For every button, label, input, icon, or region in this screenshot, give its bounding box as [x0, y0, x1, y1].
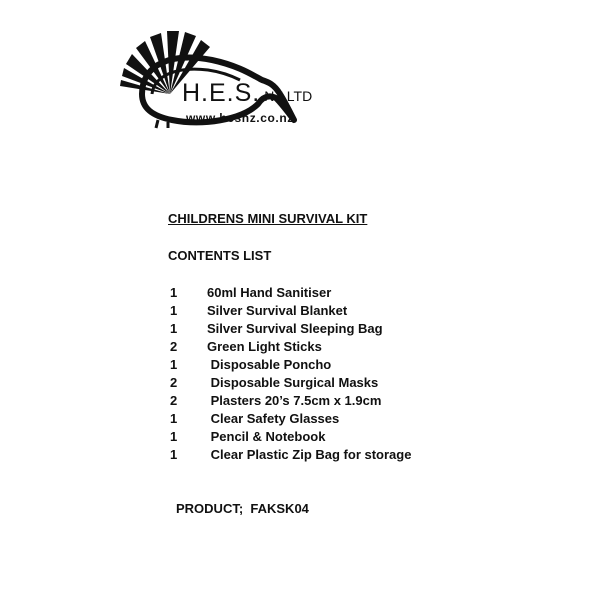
contents-heading: CONTENTS LIST	[168, 248, 272, 263]
item-quantity: 1	[170, 357, 178, 372]
brand-name-suffix: NZ LTD	[264, 88, 313, 104]
item-description: Clear Plastic Zip Bag for storage	[207, 447, 412, 462]
item-quantity: 2	[170, 339, 178, 354]
item-quantity: 1	[170, 411, 178, 426]
item-description: Pencil & Notebook	[207, 429, 326, 444]
item-quantity: 1	[170, 285, 178, 300]
item-description: Plasters 20’s 7.5cm x 1.9cm	[207, 393, 382, 408]
item-description: Clear Safety Glasses	[207, 411, 340, 426]
item-description: Green Light Sticks	[207, 339, 322, 354]
item-description: Silver Survival Blanket	[207, 303, 348, 318]
item-quantity: 1	[170, 447, 178, 462]
item-description: Silver Survival Sleeping Bag	[207, 321, 383, 336]
company-website: www.hesnz.co.nz	[186, 111, 294, 125]
item-description: Disposable Surgical Masks	[207, 375, 379, 390]
item-quantity: 2	[170, 375, 178, 390]
item-description: Disposable Poncho	[207, 357, 332, 372]
item-quantity: 1	[170, 321, 178, 336]
item-quantity: 1	[170, 429, 178, 444]
item-quantity: 2	[170, 393, 178, 408]
item-quantity: 1	[170, 303, 178, 318]
item-description: 60ml Hand Sanitiser	[207, 285, 332, 300]
document-title: CHILDRENS MINI SURVIVAL KIT	[168, 211, 368, 226]
brand-name-main: H.E.S.	[182, 79, 261, 107]
product-code: PRODUCT; FAKSK04	[176, 501, 309, 516]
